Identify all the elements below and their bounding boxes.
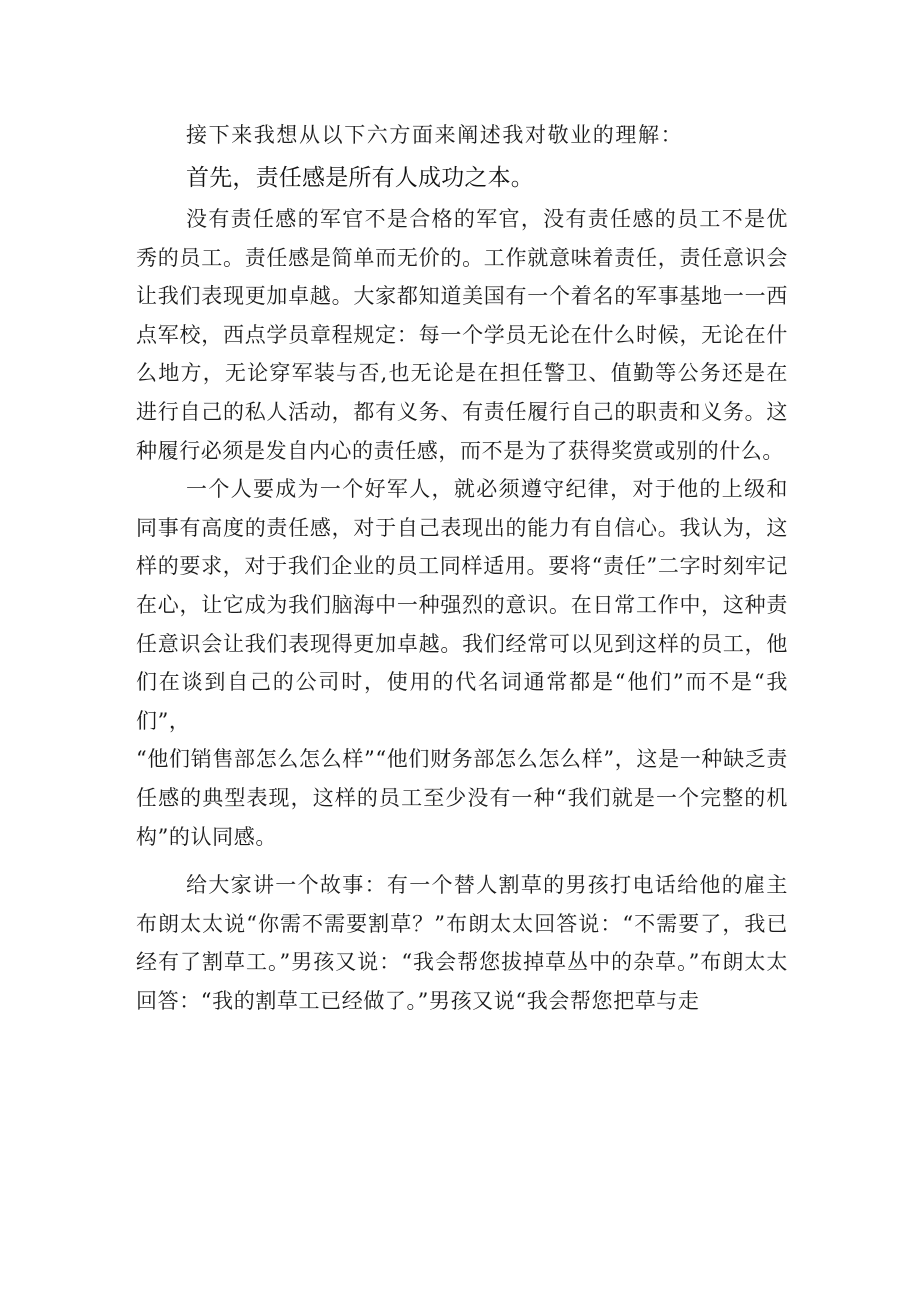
section-heading: 首先，责任感是所有人成功之本。 [186, 165, 534, 191]
paragraph-they-departments: “他们销售部怎么怎么样”“他们财务部怎么怎么样”，这是一种缺乏责任感的典型表现，这样的员工至少没有一种“我们就是一个完整的机构”的认同感。 [136, 747, 788, 849]
paragraph-good-soldier: 一个人要成为一个好军人，就必须遵守纪律，对于他的上级和同事有高度的责任感，对于自己表现出的能力有自信心。我认为，这样的要求，对于我们企业的员工同样适用。要将“责任”二字时刻牢记在心，让它成为我们脑海中一种强烈的意识。在日常工作中，这种责任意识会让我们表现得更加卓越。我们经常可以见到这样的员工，他们在谈到自己的公司时，使用的代名词通常都是“他们”而不是“我们”， [136, 477, 788, 733]
document-body [136, 116, 788, 1020]
paragraph-responsibility: 没有责任感的军官不是合格的军官，没有责任感的员工不是优秀的员工。责任感是简单而无价的。工作就意味着责任，责任意识会让我们表现更加卓越。大家都知道美国有一个着名的军事基地一一西点军校，西点学员章程规定：每一个学员无论在什么时候，无论在什么地方，无论穿军装与否,也无论是在担任警卫、值勤等公务还是在进行自己的私人活动，都有义务、有责任履行自己的职责和义务。这种履行必须是发自内心的责任感，而不是为了获得奖赏或别的什么。 [136, 207, 788, 463]
paragraph-story: 给大家讲一个故事：有一个替人割草的男孩打电话给他的雇主布朗太太说“你需不需要割草？”布朗太太回答说：“不需要了，我已经有了割草工。”男孩又说：“我会帮您拔掉草丛中的杂草。”布朗太太回答：“我的割草工已经做了。”男孩又说“我会帮您把草与走 [136, 873, 788, 1013]
intro-line: 接下来我想从以下六方面来阐述我对敬业的理解： [186, 123, 684, 147]
